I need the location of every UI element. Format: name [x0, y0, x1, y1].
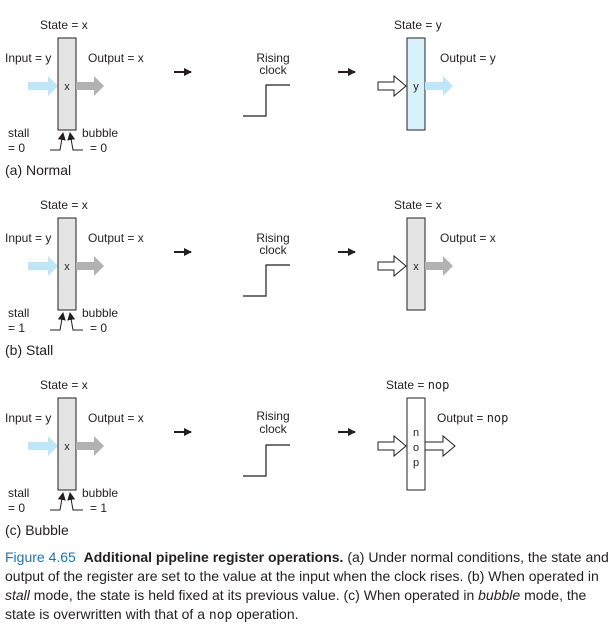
panel-bubble: [5, 378, 508, 538]
bubble-value: = 0: [90, 321, 108, 335]
register-value: x: [64, 81, 70, 93]
stall-label: stall: [8, 306, 30, 320]
right-state-label: State = x: [394, 198, 442, 212]
register-value-held: x: [413, 261, 419, 273]
left-state-label: State = x: [40, 18, 88, 32]
output-arrow-hollow: [425, 436, 455, 456]
output-arrow: [76, 256, 104, 276]
clock-edge: [243, 445, 290, 476]
figure-caption: [5, 548, 611, 625]
input-arrow: [28, 436, 58, 456]
clock-label-line1: Rising: [256, 409, 290, 423]
input-label: Input = y: [5, 411, 52, 425]
caption-stall-word: stall: [5, 587, 30, 603]
panel-normal: [5, 18, 496, 178]
input-label: Input = y: [5, 231, 52, 245]
bubble-label: bubble: [82, 306, 119, 320]
left-state-label: State = x: [40, 198, 88, 212]
output-arrow: [76, 436, 104, 456]
output-arrow-updated: [425, 76, 453, 96]
input-arrow-hollow: [378, 436, 406, 456]
stall-wire: [50, 493, 63, 510]
caption-text-2: mode, the state is held fixed at its previous value. (c) When operated in: [29, 587, 479, 603]
caption-title: Additional pipeline register operations.: [83, 549, 344, 565]
right-output-label: Output = y: [440, 51, 496, 65]
input-arrow: [28, 256, 58, 276]
clock-label-line1: Rising: [256, 51, 290, 65]
register-value: x: [64, 441, 70, 453]
right-state-label: State = y: [394, 18, 442, 32]
input-arrow-hollow: [378, 76, 406, 96]
bubble-value: = 1: [90, 501, 108, 515]
nop-letter-n: n: [412, 427, 420, 439]
input-arrow-hollow: [378, 256, 406, 276]
bubble-label: bubble: [82, 486, 119, 500]
clock-edge: [243, 85, 290, 116]
panel-label: (b) Stall: [5, 342, 54, 358]
stall-value: = 0: [8, 141, 26, 155]
output-label: Output = x: [88, 231, 144, 245]
output-arrow-held: [425, 256, 453, 276]
right-state-label: State = nop: [386, 378, 450, 392]
nop-letter-p: p: [412, 457, 420, 469]
output-arrow: [76, 76, 104, 96]
panel-stall: [5, 198, 496, 358]
panel-label: (a) Normal: [5, 162, 72, 178]
stall-label: stall: [8, 486, 30, 500]
stall-value: = 1: [8, 321, 26, 335]
caption-text-1: (a) Under normal conditions, the state and output of the register are set to the value at the input when the clock rises. (b) When operated in: [5, 549, 609, 584]
caption-text-3: mode, the state is overwritten with that of a: [5, 587, 587, 622]
clock-label-line1: Rising: [256, 231, 290, 245]
stall-value: = 0: [8, 501, 26, 515]
output-label: Output = x: [88, 51, 144, 65]
caption-bubble-word: bubble: [478, 587, 521, 603]
nop-letter-o: o: [412, 442, 420, 454]
input-arrow: [28, 76, 58, 96]
bubble-label: bubble: [82, 126, 119, 140]
register-value-updated: y: [413, 81, 419, 93]
left-state-label: State = x: [40, 378, 88, 392]
right-output-label: Output = x: [440, 231, 496, 245]
state-nop-code: nop: [427, 378, 450, 392]
clock-label-line2: clock: [259, 63, 287, 77]
panel-label: (c) Bubble: [5, 522, 69, 538]
stall-wire: [50, 313, 63, 330]
clock-label-line2: clock: [259, 422, 287, 436]
caption-text-4: operation.: [232, 606, 299, 622]
input-label: Input = y: [5, 51, 52, 65]
caption-nop-code: nop: [208, 608, 233, 623]
output-nop-code: nop: [486, 411, 509, 425]
register-value: x: [64, 261, 70, 273]
figure-number: Figure 4.65: [5, 549, 76, 565]
clock-label-line2: clock: [259, 243, 287, 257]
stall-label: stall: [8, 126, 30, 140]
clock-edge: [243, 265, 290, 296]
stall-wire: [50, 133, 63, 150]
right-output-label: Output = nop: [437, 411, 509, 425]
bubble-value: = 0: [90, 141, 108, 155]
output-label: Output = x: [88, 411, 144, 425]
